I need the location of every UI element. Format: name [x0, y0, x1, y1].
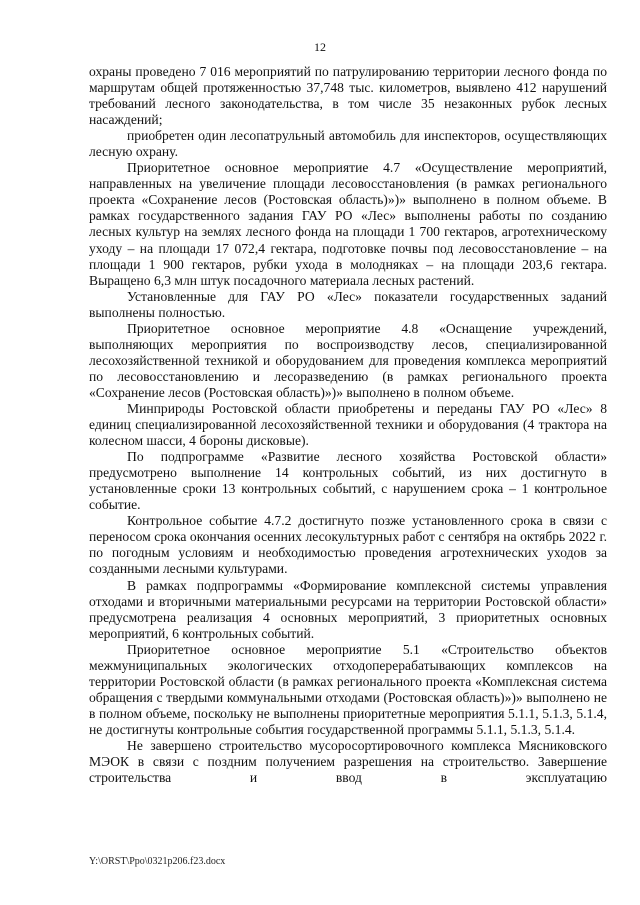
- paragraph: Приоритетное основное мероприятие 4.7 «Осуществление мероприятий, направленных на увеличение площади лесовосстановления (в рамках регионального проекта «Сохранение лесов (Ростовская область)»)» выполнено в полном объеме. В рамках государственного задания ГАУ РО «Лес» выполнены работы по созданию лесных культур на землях лесного фонда на площади 1 700 гектаров, агротехническому уходу – на площади 17 072,4 гектара, подготовке почвы под лесовосстановление – на площади 1 900 гектаров, рубки ухода в молодняках – на площади 203,6 гектара. Выращено 6,3 млн штук посадочного материала лесных растений.: [89, 160, 607, 288]
- document-body: [89, 64, 607, 786]
- paragraph-continuation: охраны проведено 7 016 мероприятий по патрулированию территории лесного фонда по маршрутам общей протяженностью 37,748 тыс. километров, выявлено 412 нарушений требований лесного законодательства, в том числе 35 незаконных рубок лесных насаждений;: [89, 64, 607, 128]
- paragraph: По подпрограмме «Развитие лесного хозяйства Ростовской области» предусмотрено выполнение 14 контрольных событий, из них достигнуто в установленные сроки 13 контрольных событий, с нарушением срока – 1 контрольное событие.: [89, 449, 607, 513]
- paragraph: Минприроды Ростовской области приобретены и переданы ГАУ РО «Лес» 8 единиц специализированной лесохозяйственной техники и оборудования (4 трактора на колесном шасси, 4 бороны дисковые).: [89, 400, 607, 449]
- page-number: 12: [314, 40, 326, 54]
- paragraph: Установленные для ГАУ РО «Лес» показатели государственных заданий выполнены полностью.: [89, 288, 607, 320]
- paragraph: приобретен один лесопатрульный автомобиль для инспекторов, осуществляющих лесную охрану.: [89, 128, 607, 160]
- paragraph: Приоритетное основное мероприятие 5.1 «Строительство объектов межмуниципальных экологических отходоперерабатывающих комплексов на территории Ростовской области (в рамках регионального проекта «Комплексная система обращения с твердыми коммунальными отходами (Ростовская область)»)» выполнено не в полном объеме, поскольку не выполнены приоритетные мероприятия 5.1.1, 5.1.3, 5.1.4, не достигнуты контрольные события государственной программы 5.1.1, 5.1.3, 5.1.4.: [89, 641, 607, 737]
- file-path-footer: Y:\ORST\Ppo\0321p206.f23.docx: [89, 856, 226, 867]
- paragraph-truncated: Не завершено строительство мусоросортировочного комплекса Мясниковского МЭОК в связи с поздним получением разрешения на строительство. Завершение строительства и ввод в эксплуатацию: [89, 737, 607, 786]
- paragraph: В рамках подпрограммы «Формирование комплексной системы управления отходами и вторичными материальными ресурсами на территории Ростовской области» предусмотрена реализация 4 основных мероприятий, 3 приоритетных основных мероприятий, 6 контрольных событий.: [89, 577, 607, 641]
- paragraph: Приоритетное основное мероприятие 4.8 «Оснащение учреждений, выполняющих мероприятия по воспроизводству лесов, специализированной лесохозяйственной техникой и оборудованием для проведения комплекса мероприятий по лесовосстановлению и лесоразведению (в рамках регионального проекта «Сохранение лесов (Ростовская область)»)» выполнено в полном объеме.: [89, 320, 607, 400]
- paragraph: Контрольное событие 4.7.2 достигнуто позже установленного срока в связи с переносом срока окончания осенних лесокультурных работ с сентября на октябрь 2022 г. по погодным условиям и необходимостью проведения агротехнических уходов за созданными лесными культурами.: [89, 513, 607, 577]
